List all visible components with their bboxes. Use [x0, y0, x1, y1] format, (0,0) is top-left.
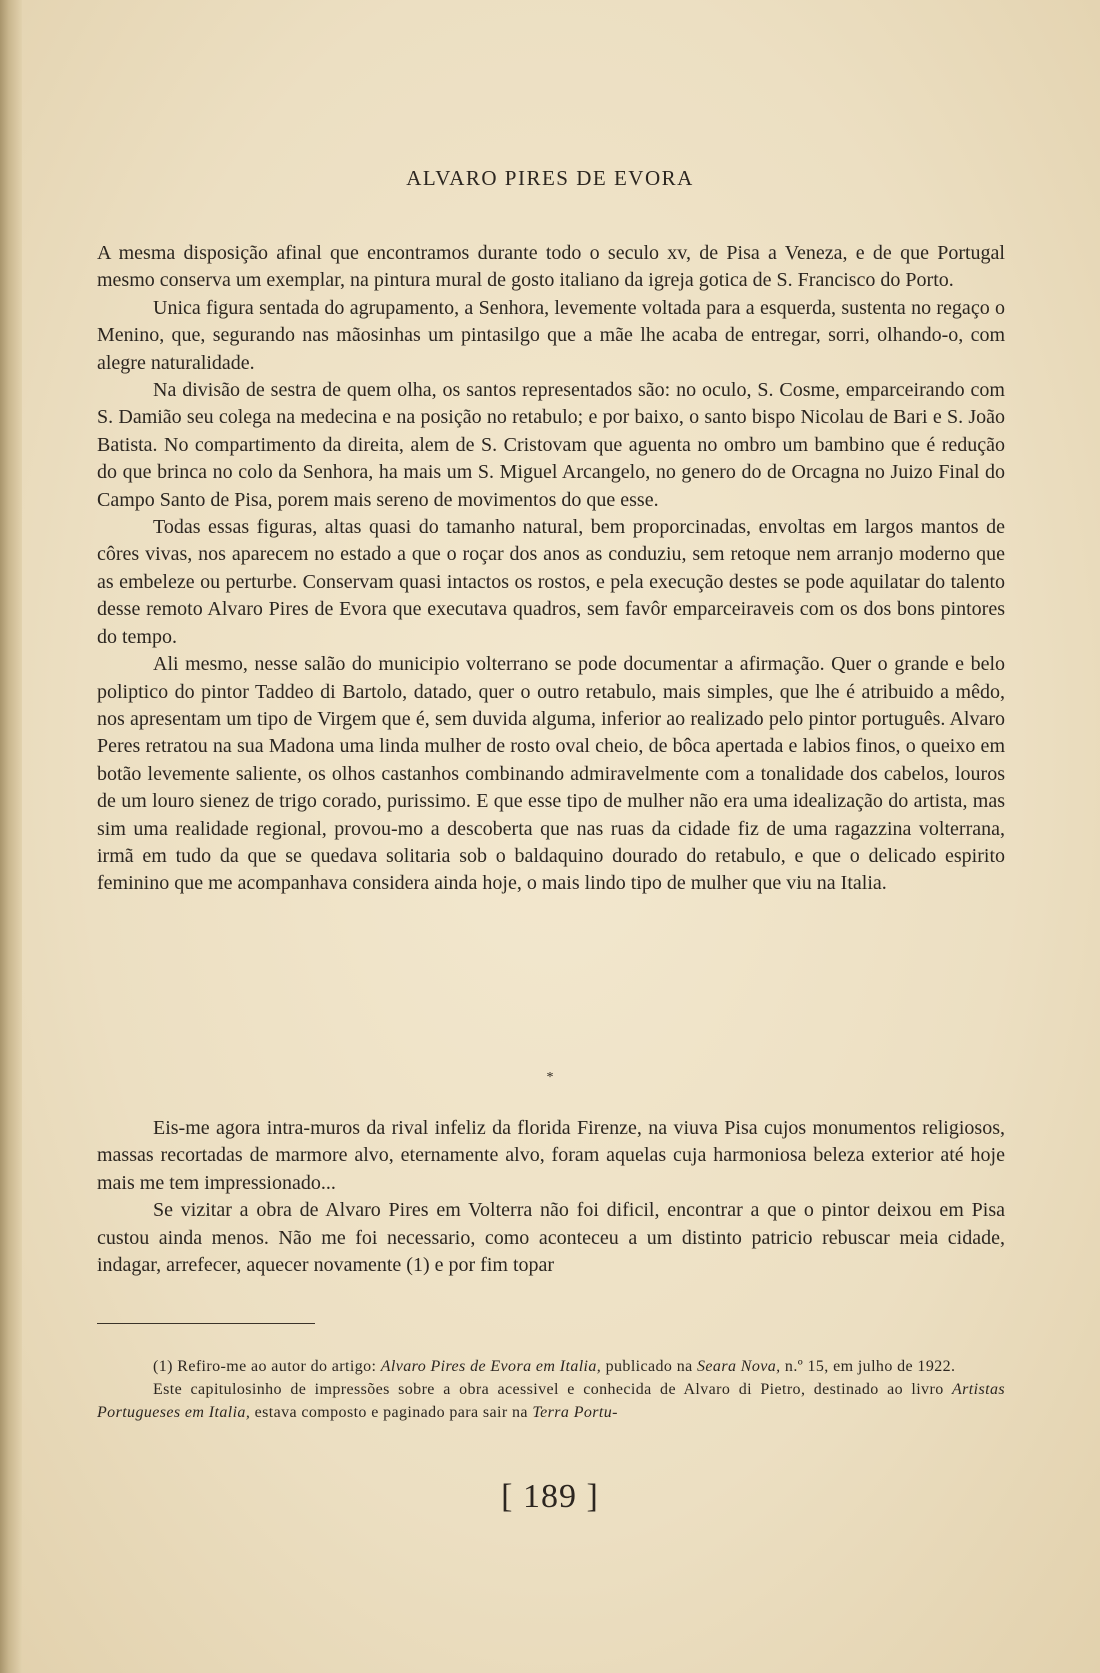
- footnote-1: [97, 1355, 1005, 1378]
- page-number: [ 189 ]: [501, 1478, 599, 1515]
- footnote-1-prefix: (1) Refiro-me ao autor do artigo:: [153, 1358, 381, 1375]
- footnote-1-suffix: n.º 15, em julho de 1922.: [780, 1358, 956, 1375]
- body-text-section-1: [97, 240, 1005, 898]
- paragraph: Unica figura sentada do agrupamento, a Senhora, levemente voltada para a esquerda, sustenta no regaço o Menino, que, segurando nas mãosinhas um pintasilgo que a mãe lhe acaba de entregar, sorri, olhando-o, com alegre naturalidade.: [97, 296, 1005, 374]
- footnote-1-middle: publicado na: [601, 1358, 698, 1375]
- footnote-1-article-title: Alvaro Pires de Evora em Italia,: [380, 1358, 602, 1375]
- footnote-rule: [97, 1323, 315, 1324]
- footnote-2-book-title: Artistas Portugueses em Italia,: [97, 1381, 1005, 1421]
- paragraph: A mesma disposição afinal que encontramos durante todo o seculo xv, de Pisa a Veneza, e de que Portugal mesmo conserva um exemplar, na pintura mural de gosto italiano da igreja gotica de S. Francisco do Porto.: [97, 242, 1005, 292]
- running-head: ALVARO PIRES DE EVORA: [406, 166, 694, 190]
- section-break-ornament: *: [546, 1070, 554, 1085]
- paragraph: Ali mesmo, nesse salão do municipio volterrano se pode documentar a afirmação. Quer o grande e belo poliptico do pintor Taddeo di Bartolo, datado, quer o outro retabulo, mais simples, que lhe é atribuido a mêdo, nos apresentam um tipo de Virgem que é, sem duvida alguma, inferior ao realizado pelo pintor português. Alvaro Peres retratou na sua Madona uma linda mulher de rosto oval cheio, de bôca apertada e labios finos, o queixo em botão levemente saliente, os olhos castanhos combinando admiravelmente com a tonalidade dos cabelos, louros de um louro sienez de trigo corado, purissimo. E que esse tipo de mulher não era uma idealização do artista, mas sim uma realidade regional, provou-mo a descoberta que nas ruas da cidade fiz de uma ragazzina volterrana, irmã em tudo da que se quedava solitaria sob o baldaquino dourado do retabulo, e que o delicado espirito feminino que me acompanhava considera ainda hoje, o mais lindo tipo de mulher que viu na Italia.: [97, 653, 1005, 895]
- footnote-2-middle: estava composto e paginado para sair na: [250, 1404, 533, 1421]
- footnote-2-journal: Terra Portu-: [532, 1404, 618, 1421]
- footnote-1-journal: Seara Nova,: [697, 1358, 781, 1375]
- footnote-2: [97, 1378, 1005, 1424]
- footnotes: [97, 1355, 1005, 1424]
- paragraph: Eis-me agora intra-muros da rival infeliz da florida Firenze, na viuva Pisa cujos monumentos religiosos, massas recortadas de marmore alvo, eternamente alvo, foram aquelas cuja harmoniosa beleza exterior até hoje mais me tem impressionado...: [97, 1117, 1005, 1194]
- footnote-2-prefix: Este capitulosinho de impressões sobre a obra acessivel e conhecida de Alvaro di Pietro, destinado ao livro: [153, 1381, 952, 1398]
- page-gutter-shadow: [0, 0, 22, 1673]
- paragraph: Todas essas figuras, altas quasi do tamanho natural, bem proporcinadas, envoltas em largos mantos de côres vivas, nos aparecem no estado a que o roçar dos anos as conduziu, sem retoque nem arranjo moderno que as embeleze ou perturbe. Conservam quasi intactos os rostos, e pela execução destes se pode aquilatar do talento desse remoto Alvaro Pires de Evora que executava quadros, sem favôr emparceiraveis com os dos bons pintores do tempo.: [97, 516, 1005, 648]
- paragraph: Na divisão de sestra de quem olha, os santos representados são: no oculo, S. Cosme, emparceirando com S. Damião seu colega na medecina e na posição no retabulo; e por baixo, o santo bispo Nicolau de Bari e S. João Batista. No compartimento da direita, alem de S. Cristovam que aguenta no ombro um bambino que é redução do que brinca no colo da Senhora, ha mais um S. Miguel Arcangelo, no genero do de Orcagna no Juizo Final do Campo Santo de Pisa, porem mais sereno de movimentos do que esse.: [97, 379, 1005, 511]
- body-text-section-2: [97, 1115, 1005, 1279]
- paragraph: Se vizitar a obra de Alvaro Pires em Volterra não foi dificil, encontrar a que o pintor deixou em Pisa custou ainda menos. Não me foi necessario, como aconteceu a um distinto patricio rebuscar meia cidade, indagar, arrefecer, aquecer novamente (1) e por fim topar: [97, 1199, 1005, 1277]
